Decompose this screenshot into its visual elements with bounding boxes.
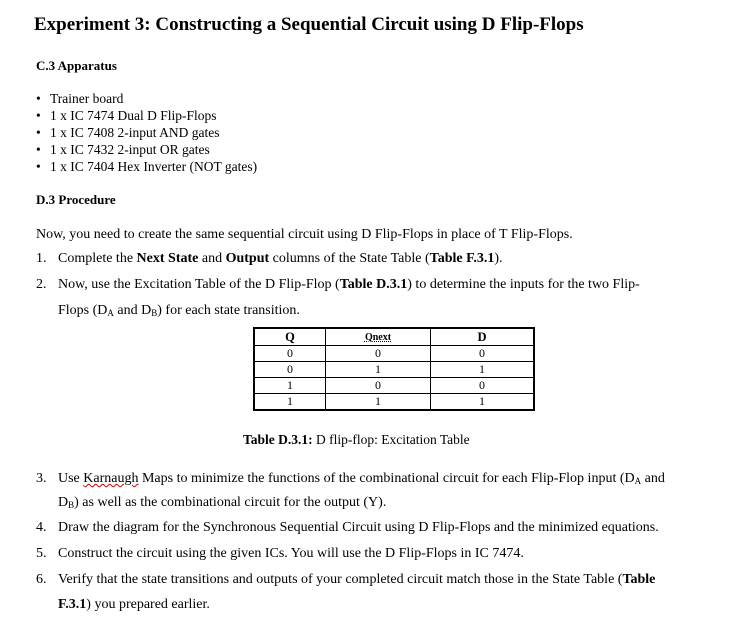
list-item: • 1 x IC 7474 Dual D Flip-Flops	[36, 108, 217, 123]
list-item: • 1 x IC 7404 Hex Inverter (NOT gates)	[36, 159, 258, 174]
page-title: Experiment 3: Constructing a Sequential Circuit using D Flip-Flops	[34, 14, 584, 35]
list-item: • 1 x IC 7432 2-input OR gates	[36, 142, 210, 157]
list-item: • Trainer board	[36, 91, 124, 106]
step-3-cont: $D_B$) as well as the combinational circuit for the output (Y).	[58, 495, 387, 510]
table-row: 1 0 0	[254, 378, 534, 394]
col-header-q: Q	[254, 328, 326, 346]
table-row: 0 1 1	[254, 362, 534, 378]
procedure-heading: D.3 Procedure	[36, 192, 116, 207]
step-5: 5. Construct the circuit using the given ICs. You will use the D Flip-Flops in IC 7474.	[36, 546, 524, 561]
table-caption: Table D.3.1: D flip-flop: Excitation Table	[243, 432, 470, 447]
table-row: 0 0 0	[254, 346, 534, 362]
procedure-intro: Now, you need to create the same sequential circuit using D Flip-Flops in place of T Flip-Flops.	[36, 227, 573, 242]
table-row: 1 1 1	[254, 394, 534, 411]
step-2-cont: Flops ($D_A$ and $D_B$) for each state transition.	[58, 303, 300, 318]
excitation-table	[253, 327, 535, 411]
list-item: • 1 x IC 7408 2-input AND gates	[36, 125, 220, 140]
step-6-cont: F.3.1) you prepared earlier.	[58, 597, 210, 612]
table-header-row	[254, 328, 534, 346]
step-2: 2. Now, use the Excitation Table of the D Flip-Flop (Table D.3.1) to determine the inputs for the two Flip-	[36, 277, 640, 292]
step-3: 3. Use Karnaugh Maps to minimize the functions of the combinational circuit for each Flip-Flop input ($D_A$ and	[36, 471, 665, 486]
apparatus-list	[36, 90, 257, 175]
col-header-qnext: Qnext	[326, 328, 431, 346]
bullet-icon: •	[36, 91, 41, 106]
bullet-icon: •	[36, 125, 41, 140]
step-1: 1. Complete the Next State and Output columns of the State Table (Table F.3.1).	[36, 251, 503, 266]
bullet-icon: •	[36, 159, 41, 174]
apparatus-heading: C.3 Apparatus	[36, 58, 117, 73]
col-header-d: D	[431, 328, 535, 346]
step-6: 6. Verify that the state transitions and outputs of your completed circuit match those in the State Table (Table	[36, 572, 656, 587]
step-4: 4. Draw the diagram for the Synchronous Sequential Circuit using D Flip-Flops and the minimized equations.	[36, 520, 659, 535]
bullet-icon: •	[36, 142, 41, 157]
bullet-icon: •	[36, 108, 41, 123]
